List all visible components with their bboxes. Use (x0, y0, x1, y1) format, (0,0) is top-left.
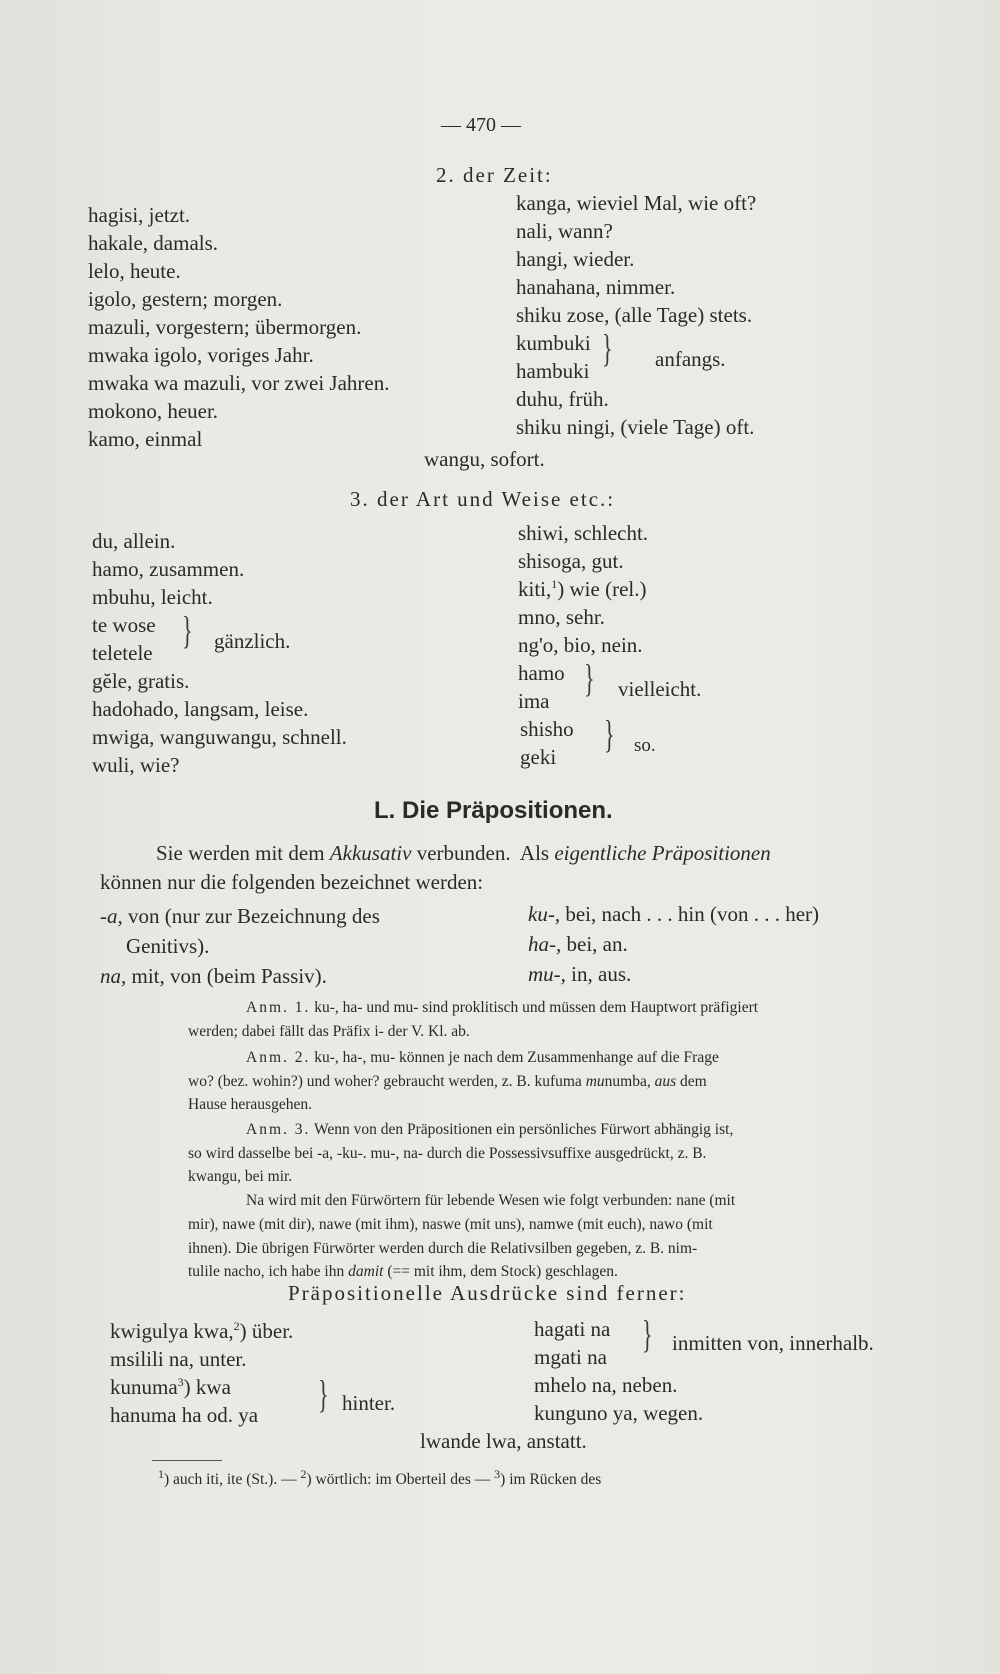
brace-group-meaning: gänzlich. (214, 629, 291, 653)
list-item: hangi, wieder. (516, 247, 635, 271)
list-item: hamo, zusammen. (92, 557, 245, 581)
list-item: mwaka igolo, voriges Jahr. (88, 343, 314, 367)
preposition-entry (528, 901, 819, 928)
note-text: ku-, ha- und mu- sind proklitisch und müssen dem Hauptwort präfigiert (314, 999, 759, 1016)
note-label: Anm. 2. (246, 1049, 311, 1066)
note-line: Na wird mit den Fürwörtern für lebende Wesen wie folgt verbunden: nane (mit (246, 1192, 736, 1209)
note-line (188, 1071, 707, 1092)
note-label: Anm. 3. (246, 1121, 311, 1138)
list-item: wuli, wie? (92, 753, 180, 777)
note-line: so wird dasselbe bei -a, -ku-. mu-, na- durch die Possessivsuffixe ausgedrückt, z. B. (188, 1145, 707, 1162)
preposition-entry-cont: Genitivs). (126, 934, 210, 958)
brace-group-meaning: hinter. (342, 1391, 396, 1415)
list-item: msilili na, unter. (110, 1347, 247, 1371)
list-item: hagisi, jetzt. (88, 203, 191, 227)
paragraph-line: können nur die folgenden bezeichnet werden: (100, 870, 484, 894)
brace-group-word: shisho (520, 717, 574, 741)
note-line (246, 1119, 733, 1140)
note-line (246, 997, 758, 1018)
brace-group-word: te wose (92, 613, 156, 637)
footnote-marker: 1 (158, 1466, 164, 1481)
note-line: mir), nawe (mit dir), nawe (mit ihm), naswe (mit uns), namwe (mit euch), nawo (mit (188, 1216, 713, 1233)
page-number: — 470 — (441, 114, 521, 136)
list-item: igolo, gestern; morgen. (88, 287, 283, 311)
intro-text: Sie werden mit dem (156, 841, 325, 865)
list-item: kamo, einmal (88, 427, 203, 451)
brace-group-word: kumbuki (516, 331, 591, 355)
right-brace-icon: } (182, 607, 193, 653)
preposition-word: -a, (100, 904, 123, 928)
right-brace-icon: } (318, 1371, 329, 1417)
list-item-text: kwigulya kwa, (110, 1319, 234, 1343)
list-item: hanahana, nimmer. (516, 275, 676, 299)
preposition-word: ku-, (528, 902, 561, 926)
note-text: tulile nacho, ich habe ihn (188, 1263, 345, 1280)
brace-group-meaning: so. (634, 735, 656, 756)
paragraph-line (156, 840, 771, 867)
brace-group-word: hambuki (516, 359, 590, 383)
list-item: mhelo na, neben. (534, 1373, 678, 1397)
kiti-meaning: ) wie (rel.) (557, 577, 647, 601)
note-emphasis: aus (654, 1073, 677, 1090)
note-text: (== mit ihm, dem Stock) geschlagen. (387, 1263, 618, 1280)
footnote-marker: 2 (300, 1466, 307, 1481)
brace-group-meaning: vielleicht. (618, 677, 702, 701)
section-heading-zeit: 2. der Zeit: (436, 163, 553, 187)
brace-group-meaning: inmitten von, innerhalb. (672, 1331, 874, 1355)
brace-group-word: teletele (92, 641, 153, 665)
preposition-word: na, (100, 964, 127, 988)
right-brace-icon: } (602, 325, 613, 371)
note-text: ku-, ha-, mu- können je nach dem Zusammenhange auf die Frage (314, 1049, 719, 1066)
list-item: kunguno ya, wegen. (534, 1401, 704, 1425)
note-text: dem (680, 1073, 707, 1090)
note-line (246, 1047, 719, 1068)
preposition-meaning: mit, von (beim Passiv). (131, 964, 327, 988)
list-item-centered: wangu, sofort. (424, 447, 545, 471)
note-text: wo? (bez. wohin?) und woher? gebraucht werden, z. B. kufuma (188, 1073, 582, 1090)
footnote-text: auch iti, ite (St.). — (173, 1471, 297, 1488)
list-item: du, allein. (92, 529, 176, 553)
list-item: mbuhu, leicht. (92, 585, 213, 609)
list-item (518, 576, 646, 603)
preposition-meaning: bei, an. (566, 932, 628, 956)
brace-group-word: hamo (518, 661, 565, 685)
preposition-meaning: bei, nach . . . hin (von . . . her) (565, 902, 820, 926)
list-item: shisoga, gut. (518, 549, 624, 573)
preposition-word: ha-, (528, 932, 562, 956)
footnote-line: $^1$) auch iti, ite (St.). — $^2$) wörtlich: im Oberteil des — $^3$) im Rücken des (158, 1466, 602, 1488)
list-item: kanga, wieviel Mal, wie oft? (516, 191, 757, 215)
footnote-text: wörtlich: im Oberteil des — (315, 1471, 491, 1488)
footnote-ref: 2 (233, 1319, 240, 1333)
section-heading-art: 3. der Art und Weise etc.: (350, 487, 616, 511)
list-item-text: kunuma (110, 1375, 178, 1399)
list-item: mwiga, wanguwangu, schnell. (92, 725, 347, 749)
preposition-entry (528, 931, 628, 958)
list-item: shiku ningi, (viele Tage) oft. (516, 415, 755, 439)
list-item: duhu, früh. (516, 387, 609, 411)
intro-text: verbunden. (416, 841, 511, 865)
intro-emphasis: eigentliche Präpositionen (554, 841, 771, 865)
intro-text: Als (519, 841, 550, 865)
list-item: mno, sehr. (518, 605, 605, 629)
note-line: ihnen). Die übrigen Fürwörter werden durch die Relativsilben gegeben, z. B. nim- (188, 1240, 698, 1257)
list-item: lelo, heute. (88, 259, 181, 283)
footnote-marker: 3 (494, 1466, 501, 1481)
right-brace-icon: } (584, 655, 595, 701)
section-title: L. Die Präpositionen. (374, 797, 613, 824)
kiti-word: kiti, (518, 577, 552, 601)
preposition-meaning: von (nur zur Bezeichnung des (128, 904, 380, 928)
list-item: mazuli, vorgestern; übermorgen. (88, 315, 362, 339)
note-text: numba, (604, 1073, 651, 1090)
list-item-text: ) kwa (183, 1375, 231, 1399)
right-brace-icon: } (642, 1311, 653, 1357)
preposition-entry (100, 963, 327, 990)
list-item: hadohado, langsam, leise. (92, 697, 309, 721)
brace-group-meaning: anfangs. (655, 347, 726, 371)
brace-group-word: geki (520, 745, 557, 769)
brace-group-word: hanuma ha od. ya (110, 1403, 259, 1427)
preposition-word: mu-, (528, 962, 566, 986)
list-item: hakale, damals. (88, 231, 219, 255)
list-item: nali, wann? (516, 219, 613, 243)
right-brace-icon: } (604, 711, 615, 757)
note-text: Wenn von den Präpositionen ein persönliches Fürwort abhängig ist, (313, 1121, 734, 1138)
brace-group-word: hagati na (534, 1317, 611, 1341)
footnote-divider (152, 1460, 222, 1461)
intro-emphasis: Akkusativ (329, 841, 412, 865)
list-item: mwaka wa mazuli, vor zwei Jahren. (88, 371, 390, 395)
preposition-entry (100, 903, 380, 930)
note-line (188, 1261, 618, 1282)
list-item: shiku zose, (alle Tage) stets. (516, 303, 753, 327)
footnote-text: im Rücken des (509, 1471, 602, 1488)
list-item-centered: lwande lwa, anstatt. (420, 1429, 587, 1453)
note-line: Hause herausgehen. (188, 1096, 312, 1113)
list-item-text: ) über. (239, 1319, 294, 1343)
list-item: mokono, heuer. (88, 399, 219, 423)
preposition-meaning: in, aus. (571, 962, 632, 986)
note-line: werden; dabei fällt das Präfix i- der V. Kl. ab. (188, 1023, 470, 1040)
footnote-ref: 3 (177, 1375, 184, 1389)
brace-group-word: mgati na (534, 1345, 607, 1369)
list-item: gĕle, gratis. (92, 669, 190, 693)
note-line: kwangu, bei mir. (188, 1168, 293, 1185)
list-item: shiwi, schlecht. (518, 521, 649, 545)
note-emphasis: mu (585, 1073, 605, 1090)
note-emphasis: damit (348, 1263, 384, 1280)
list-item (110, 1318, 293, 1345)
brace-group-word (110, 1374, 231, 1401)
section-heading-ausdruecke: Präpositionelle Ausdrücke sind ferner: (288, 1281, 687, 1305)
footnote-ref: 1 (551, 577, 558, 591)
preposition-entry (528, 961, 631, 988)
list-item: ng'o, bio, nein. (518, 633, 643, 657)
brace-group-word: ima (518, 689, 550, 713)
note-label: Anm. 1. (246, 999, 311, 1016)
